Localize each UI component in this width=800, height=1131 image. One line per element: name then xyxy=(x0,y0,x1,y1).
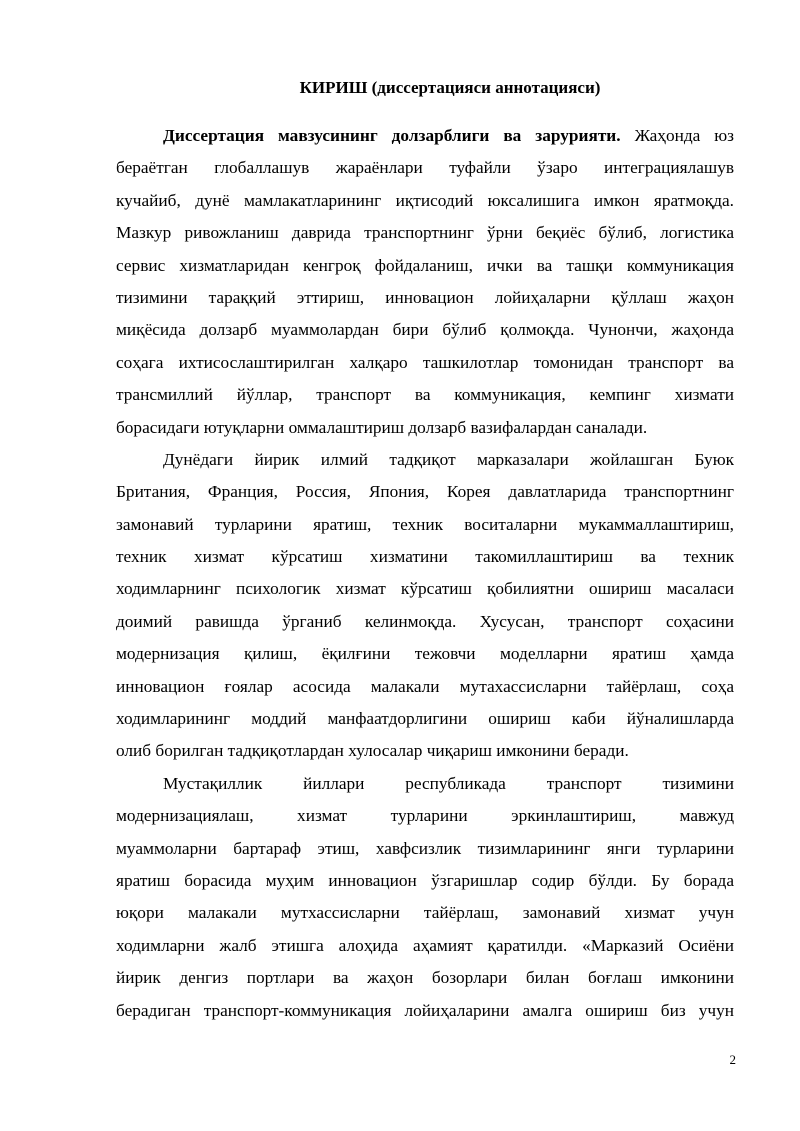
section-heading: Диссертация мавзусининг долзарблиги ва зарурияти. xyxy=(163,126,621,145)
text-line: сервис хизматларидан кенгроқ фойдаланиш, ички ва ташқи коммуникация xyxy=(116,255,734,275)
text-line: кучайиб, дунё мамлакатларининг иқтисодий юксалишига имкон яратмоқда. xyxy=(116,190,734,210)
text-line: берадиган транспорт-коммуникация лойиҳаларини амалга ошириш биз учун xyxy=(116,1000,734,1020)
text-line: доимий равишда ўрганиб келинмоқда. Хусусан, транспорт соҳасини xyxy=(116,611,734,631)
text-line xyxy=(116,120,734,152)
page-number: 2 xyxy=(729,1052,736,1067)
text-line: Британия, Франция, Россия, Япония, Корея давлатларида транспортнинг xyxy=(116,482,734,502)
text-line: модернизация қилиш, ёқилғини тежовчи моделларни яратиш ҳамда xyxy=(116,644,734,664)
text-line: йирик денгиз портлари ва жаҳон бозорлари билан боғлаш имконини xyxy=(116,968,734,988)
text-line: Мазкур ривожланиш даврида транспортнинг ўрни беқиёс бўлиб, логистика xyxy=(116,223,734,243)
text-line: техник хизмат кўрсатиш хизматини такомиллаштириш ва техник xyxy=(116,547,734,567)
text-line: соҳага ихтисослаштирилган халқаро ташкилотлар томонидан транспорт ва xyxy=(116,352,734,372)
text-line: модернизациялаш, хизмат турларини эркинлаштириш, мавжуд xyxy=(116,806,734,826)
text-line: олиб борилган тадқиқотлардан хулосалар чиқариш имконини беради. xyxy=(116,741,629,761)
paragraph-relevance xyxy=(116,120,734,444)
text-line: трансмиллий йўллар, транспорт ва коммуникация, кемпинг хизмати xyxy=(116,385,734,405)
text-line: Мустақиллик йиллари республикада транспорт тизимини xyxy=(163,773,734,793)
text-line: яратиш борасида муҳим инновацион ўзгаришлар содир бўлди. Бу борада xyxy=(116,870,734,890)
text-line: миқёсида долзарб муаммолардан бири бўлиб қолмоқда. Чунончи, жаҳонда xyxy=(116,320,734,340)
document-title: КИРИШ (диссертацияси аннотацияси) xyxy=(299,78,601,97)
text-line: Дунёдаги йирик илмий тадқиқот марказалари жойлашган Буюк xyxy=(163,449,734,469)
text-line: бераётган глобаллашув жараёнлари туфайли ўзаро интеграциялашув xyxy=(116,158,734,178)
text-line: ходимларнинг психологик хизмат кўрсатиш қобилиятни ошириш масаласи xyxy=(116,579,734,599)
paragraph-research-centers xyxy=(116,444,734,768)
text-line: инновацион ғоялар асосида малакали мутахассисларни тайёрлаш, соҳа xyxy=(116,676,734,696)
text-line: юқори малакали мутхассисларни тайёрлаш, замонавий хизмат учун xyxy=(116,903,734,923)
document-body xyxy=(116,120,734,1027)
text-line: ходимларининг моддий манфаатдорлигини ошириш каби йўналишларда xyxy=(116,709,734,729)
text-line: замонавий турларини яратиш, техник воситаларни мукаммаллаштириш, xyxy=(116,514,734,534)
text-line: борасидаги ютуқларни оммалаштириш долзарб вазифалардан саналади. xyxy=(116,417,648,437)
text-line: ходимларни жалб этишга алоҳида аҳамият қаратилди. «Марказий Осиёни xyxy=(116,935,734,955)
paragraph-independence xyxy=(116,768,734,1027)
text-line: тизимини тараққий эттириш, инновацион лойиҳаларни қўллаш жаҳон xyxy=(116,287,734,307)
text-fragment: Жаҳонда юз xyxy=(634,126,734,145)
text-line: муаммоларни бартараф этиш, хавфсизлик тизимларининг янги турларини xyxy=(116,838,734,858)
